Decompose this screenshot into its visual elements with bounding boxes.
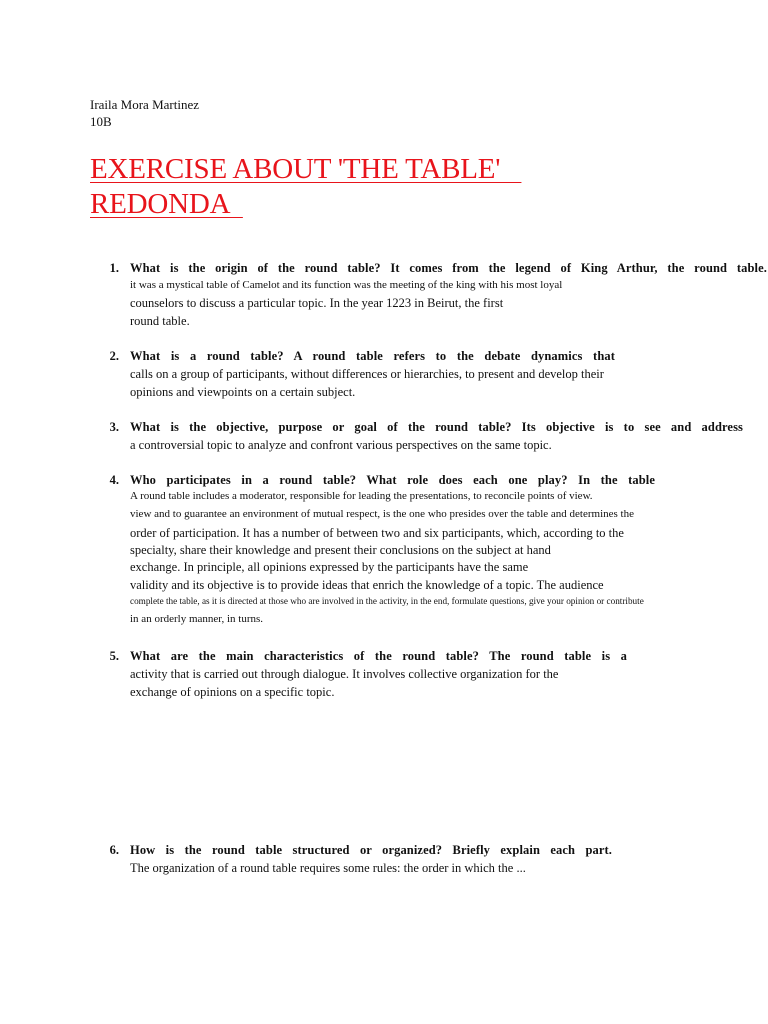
class-grade: 10B [90,114,112,129]
question-number: 4. [109,473,119,487]
answer-line: round table. [130,314,190,328]
answer-line: view and to guarantee an environment of mutual respect, is the one who presides over the table and determines the [130,508,634,520]
answer-line: exchange. In principle, all opinions expressed by the participants have the same [130,560,529,574]
answer-line: counselors to discuss a particular topic. In the year 1223 in Beirut, the first [130,296,504,310]
answer-line: exchange of opinions on a specific topic. [130,685,335,699]
document-title-line-2: REDONDA [90,188,243,220]
question-number: 2. [109,349,119,363]
answer-line: a controversial topic to analyze and confront various perspectives on the same topic. [130,438,552,452]
author-name: Iraila Mora Martinez [90,97,200,112]
answer-line: order of participation. It has a number of between two and six participants, which, according to the [130,526,624,540]
answer-line: The organization of a round table requires some rules: the order in which the ... [130,861,526,875]
question-text: What is a round table? A round table refers to the debate dynamics that [130,349,615,363]
question-number: 5. [109,649,119,663]
answer-line: A round table includes a moderator, responsible for leading the presentations, to reconcile points of view. [130,490,593,502]
answer-line: complete the table, as it is directed at those who are involved in the activity, in the end, formulate questions, give your opinion or contribute [130,596,644,606]
answer-line: in an orderly manner, in turns. [130,613,264,625]
answer-line: validity and its objective is to provide ideas that enrich the knowledge of a topic. The audience [130,578,604,592]
question-number: 6. [109,843,119,857]
question-text: Who participates in a round table? What role does each one play? In the table [130,473,655,487]
question-text: What are the main characteristics of the round table? The round table is a [130,649,627,663]
question-number: 3. [109,420,119,434]
question-text: What is the origin of the round table? It comes from the legend of King Arthur, the round table. [130,261,767,275]
answer-line: it was a mystical table of Camelot and its function was the meeting of the king with his most loyal [130,279,563,291]
answer-line: specialty, share their knowledge and present their conclusions on the subject at hand [130,543,551,557]
document-title-line-1: EXERCISE ABOUT 'THE TABLE' [90,153,522,185]
answer-line: calls on a group of participants, without differences or hierarchies, to present and develop their [130,367,604,381]
question-text: How is the round table structured or organized? Briefly explain each part. [130,843,612,857]
answer-line: activity that is carried out through dialogue. It involves collective organization for the [130,667,559,681]
question-number: 1. [109,261,119,275]
answer-line: opinions and viewpoints on a certain subject. [130,385,356,399]
question-text: What is the objective, purpose or goal of the round table? Its objective is to see and address [130,420,743,434]
